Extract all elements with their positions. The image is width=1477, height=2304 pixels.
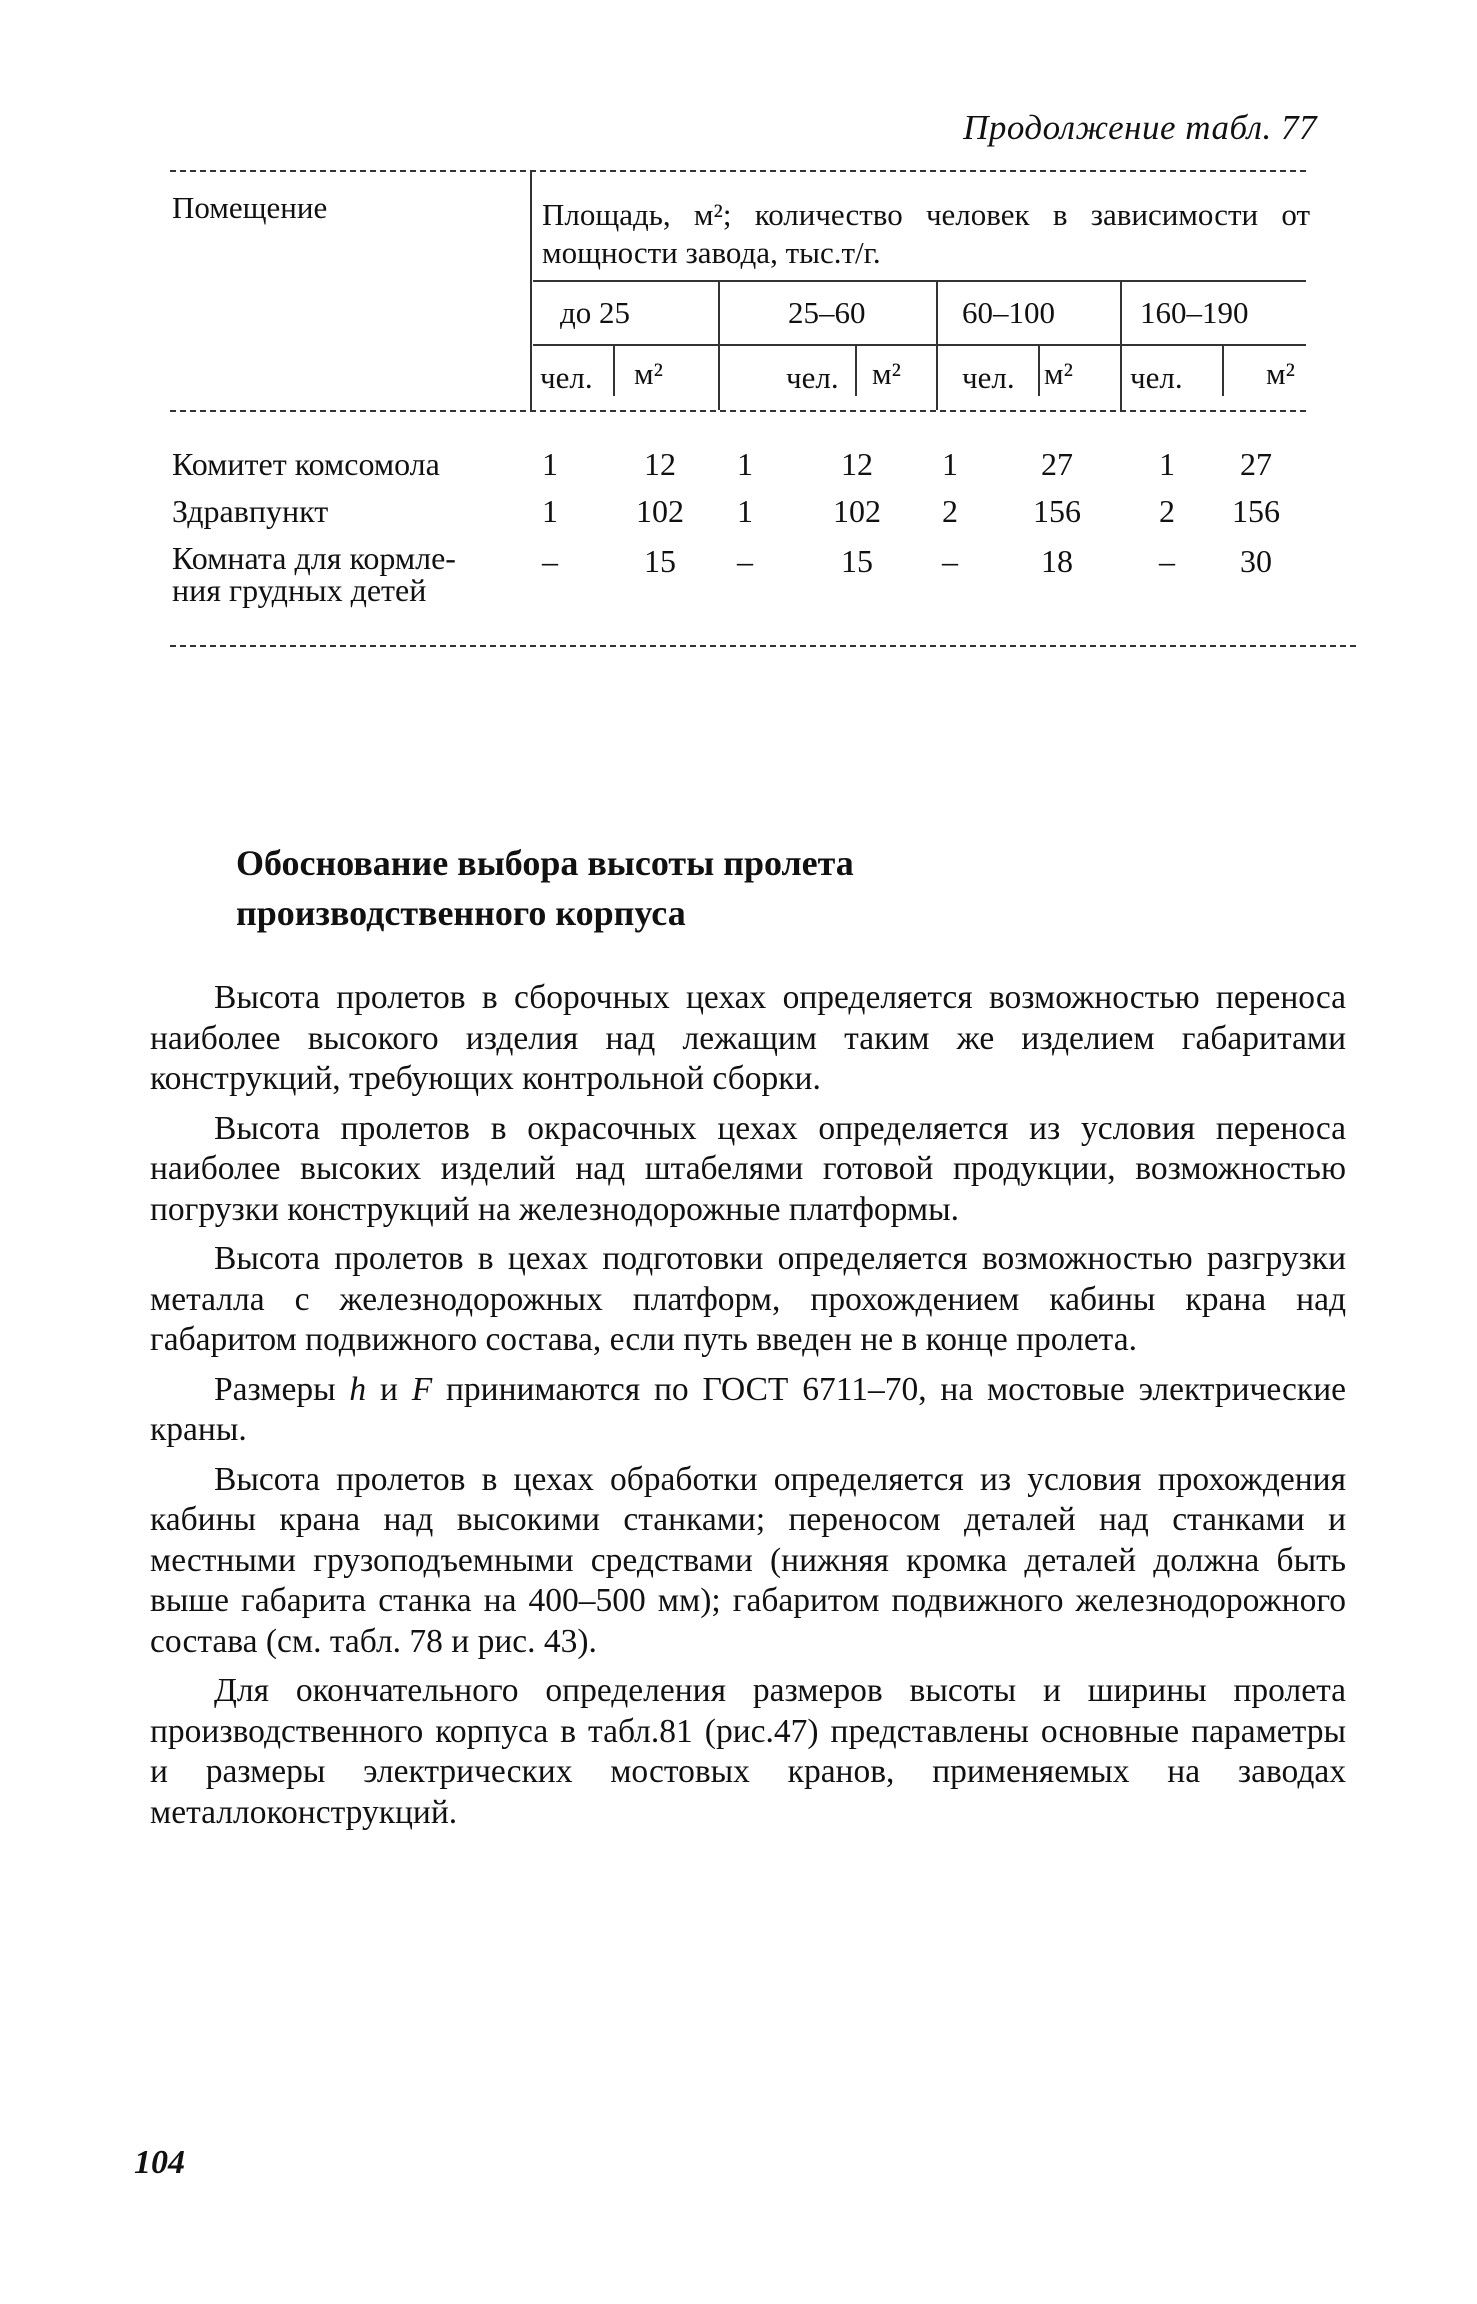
table-cell: 1 (1159, 446, 1175, 482)
paragraph-text: принимаются по ГОСТ 6711–70, на мостовые электрические краны. (150, 1370, 1346, 1448)
table-cell: 15 (841, 543, 873, 579)
table-group-label: до 25 (560, 295, 631, 330)
section-title (236, 838, 1136, 938)
paragraph-sizes (150, 1370, 1346, 1451)
table-cell: 1 (737, 493, 753, 529)
table-row-name: Комитет комсомола (172, 446, 440, 482)
table-group-divider (936, 282, 938, 410)
table-cell: 102 (636, 493, 684, 529)
table-cell: – (942, 543, 958, 579)
table-cell: 12 (841, 446, 873, 482)
variable-f: F (411, 1370, 433, 1408)
paragraph-text: Размеры (214, 1370, 350, 1408)
table-cell: 156 (1232, 493, 1280, 529)
table-cell: 102 (833, 493, 881, 529)
table-cell: 27 (1240, 446, 1272, 482)
table-sub-people: чел. (786, 360, 839, 395)
table-sub-people: чел. (540, 360, 593, 395)
table-continuation-caption: Продолжение табл. 77 (963, 108, 1317, 147)
table-group-divider (1120, 282, 1122, 410)
table-cell: 2 (942, 493, 958, 529)
paragraph: Высота пролетов в цехах подготовки определяется возможностью разгрузки металла с железнодорожных платформ, прохождением кабины крана над габаритом подвижного состава, если путь введен не в конце пролета. (150, 1240, 1346, 1358)
table-cell: – (1159, 543, 1175, 579)
table-sub-people: чел. (1130, 360, 1183, 395)
table-cell: – (542, 543, 558, 579)
table-room-divider (530, 172, 532, 410)
table-cell: 27 (1041, 446, 1073, 482)
table-row-name: Комната для кормле- (172, 540, 456, 576)
page-number: 104 (134, 2144, 185, 2181)
table-cell: 156 (1033, 493, 1081, 529)
table-bottom-rule (170, 645, 1356, 647)
table-header-bottom-rule (170, 410, 1306, 412)
table-row-name: Здравпункт (172, 493, 329, 529)
table-cell: – (737, 543, 753, 579)
table-group-label: 25–60 (788, 295, 866, 330)
table-cell: 18 (1041, 543, 1073, 579)
table-cell: 1 (542, 493, 558, 529)
paragraph: Высота пролетов в сборочных цехах определяется возможностью переноса наиболее высокого изделия над лежащим таким же изделием габаритами конструкций, требующих контрольной сборки. (150, 979, 1346, 1097)
table-group-label: 60–100 (962, 295, 1055, 330)
table-sub-area: м² (1266, 356, 1295, 391)
table-sub-divider (855, 346, 857, 396)
paragraph: Высота пролетов в цехах обработки определяется из условия прохождения кабины крана над высокими станками; переносом деталей над станками и местными грузоподъемными средствами (нижняя кромка деталей должна быть выше габарита станка на 400–500 мм); габаритом подвижного железнодорожного состава (см. табл. 78 и рис. 43). (150, 1460, 1346, 1660)
table-cell: 1 (942, 446, 958, 482)
table-top-rule (170, 170, 1306, 172)
table-sub-people: чел. (962, 360, 1015, 395)
table-sub-divider (1222, 346, 1224, 396)
table-header-room: Помещение (172, 190, 328, 225)
table-cell: 15 (644, 543, 676, 579)
table-sub-area: м² (634, 356, 663, 391)
variable-h: h (349, 1370, 367, 1408)
section-title-line: Обоснование выбора высоты пролета (236, 843, 854, 883)
table-sub-divider (1038, 346, 1040, 396)
table-cell: 12 (644, 446, 676, 482)
table-header-main: Площадь, м²; количество человек в зависимости от мощности завода, тыс.т/г. (542, 197, 1310, 270)
paragraph-text: и (366, 1370, 412, 1408)
body-text (150, 978, 1346, 1833)
table-sub-area: м² (872, 356, 901, 391)
table-sub-rule (533, 344, 1306, 346)
table-sub-area: м² (1044, 356, 1073, 391)
table-group-rule (533, 280, 1306, 282)
paragraph: Высота пролетов в окрасочных цехах определяется из условия переноса наиболее высоких изделий над штабелями готовой продукции, возможностью погрузки конструкций на железнодорожные платформы. (150, 1109, 1346, 1228)
table-cell: 2 (1159, 493, 1175, 529)
table-group-divider (718, 282, 720, 410)
table-cell: 1 (737, 446, 753, 482)
table-group-label: 160–190 (1140, 295, 1249, 330)
paragraph: Для окончательного определения размеров высоты и ширины пролета производственного корпуса в табл.81 (рис.47) представлены основные параметры и размеры электрических мостовых кранов, применяемых на заводах металлоконструкций. (150, 1672, 1346, 1831)
table-cell: 30 (1240, 543, 1272, 579)
table-row-name: ния грудных детей (172, 572, 427, 608)
table-sub-divider (613, 346, 615, 396)
table-cell: 1 (542, 446, 558, 482)
section-title-line: производственного корпуса (236, 893, 686, 933)
